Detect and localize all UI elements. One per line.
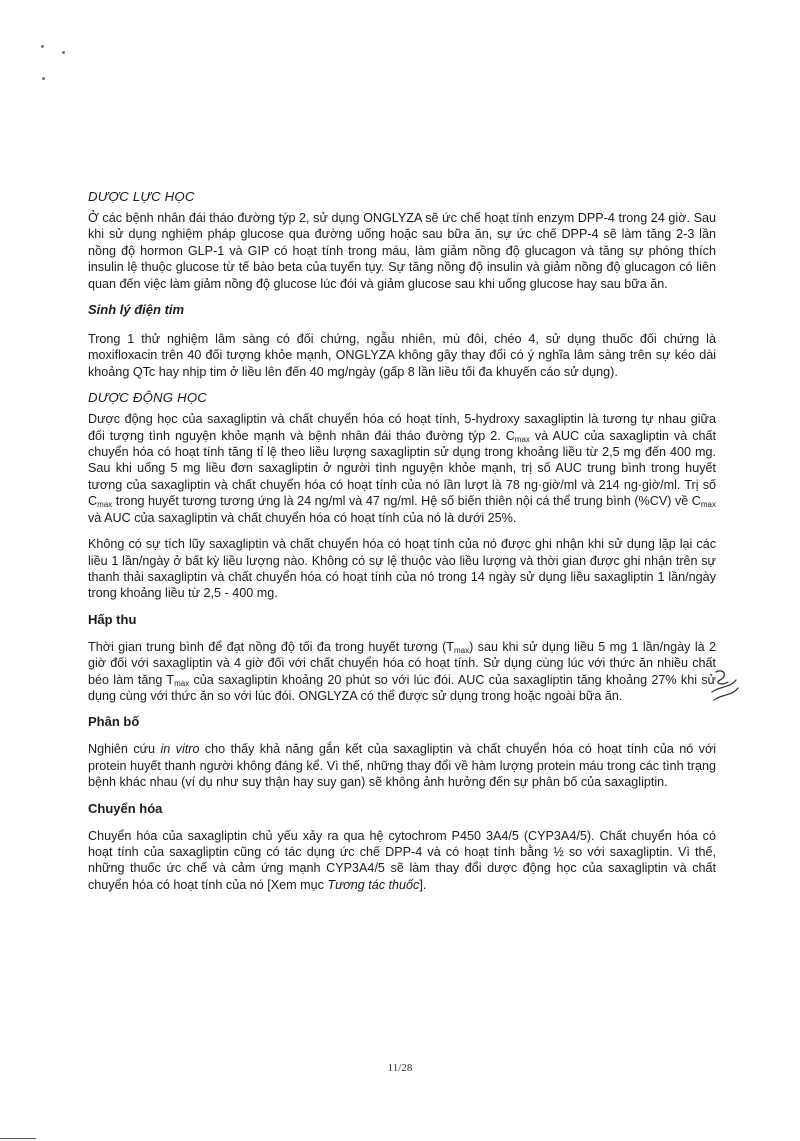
section-heading: Phân bố (88, 714, 140, 730)
paragraph: Trong 1 thử nghiệm lâm sàng có đối chứng, ngẫu nhiên, mù đôi, chéo 4, sử dụng thuốc đối chứng là moxifloxacin trên 40 đối tượng khỏe mạnh, ONGLYZA không gây thay đổi có ý nghĩa lâm sàng trên sự kéo dài khoảng QTc hay nhịp tim ở liều lên đến 40 mg/ngày (gấp 8 lần liều tối đa khuyến cáo sử dụng). (88, 332, 716, 379)
section-chuyen-hoa (88, 801, 716, 894)
text-run: ) sau khi sử dụng liều 5 mg 1 lần/ngày là 2 giờ đối với saxagliptin và 4 giờ đối với chất chuyển hóa có hoạt tính. Sử dụng cùng lúc với thức ăn nhiều chất béo làm tăng T (88, 639, 716, 687)
paragraph (88, 828, 716, 894)
subscript: max (453, 645, 470, 655)
text-run: Thời gian trung bình để đạt nồng độ tối đa trong huyết tương (T (88, 639, 454, 654)
paragraph (88, 741, 716, 790)
text-run: của saxagliptin khoảng 20 phút so với lúc đói. AUC của saxagliptin tăng khoảng 27% khi sử dụng cùng với thức ăn so với lúc đói. ONGLYZA có thể được sử dụng trong hoặc ngoài bữa ăn. (88, 672, 716, 703)
paragraph: Ở các bệnh nhân đái tháo đường týp 2, sử dụng ONGLYZA sẽ ức chế hoạt tính enzym DPP-4 trong 24 giờ. Sau khi sử dụng nghiệm pháp glucose qua đường uống hoặc sau bữa ăn, sự ức chế DPP-4 sẽ làm tăng 2-3 lần nồng độ hormon GLP-1 và GIP có hoạt tính trong máu, làm giảm nồng độ glucagon và tăng sự phóng thích insulin lệ thuộc glucose từ tế bào beta của tuyến tụy. Sự tăng nồng độ insulin và giảm nồng độ glucagon có liên quan đến việc làm giảm nồng độ glucose lúc đói và giảm glucose sau khi uống glucose hay sau bữa ăn. (88, 211, 716, 291)
subscript: max (700, 500, 716, 510)
page-number: 11/28 (387, 1062, 413, 1074)
text-run: ]. (419, 877, 427, 892)
text-run: và AUC của saxagliptin và chất chuyển hóa có hoạt tính tăng tỉ lệ theo liều lượng saxagliptin sử dụng trong khoảng liều từ 2,5 mg đến 400 mg. Sau khi uống 5 mg liều đơn saxagliptin ở người tình nguyện khỏe mạnh, trị số AUC trung bình trong huyết tương của saxagliptin và chất chuyển hóa có hoạt tính của nó lần lượt là 78 ng·giờ/ml và 214 ng·giờ/ml. Trị số C (88, 428, 716, 509)
section-phan-bo (88, 714, 716, 790)
text-run: Nghiên cứu (88, 742, 161, 757)
text-run: Dược động học của saxagliptin và chất chuyển hóa có hoạt tính, 5-hydroxy saxagliptin là tương tự nhau giữa đối tượng tình nguyện khỏe mạnh và bệnh nhân đái tháo đường týp 2. C (88, 412, 716, 443)
text-run: cho thấy khả năng gắn kết của saxagliptin và chất chuyển hóa có hoạt tính của nó với protein huyết thanh người không đáng kể. Vì thế, những thay đổi về hàm lượng protein máu trong các tình trạng bệnh khác nhau (ví dụ như suy thận hay suy gan) sẽ không ảnh hưởng đến sự phân bố của saxagliptin. (88, 742, 716, 790)
section-hap-thu (88, 612, 716, 705)
text-run: trong huyết tương tương ứng là 24 ng/ml và 47 ng/ml. Hệ số biến thiên nội cá thể trung bình (%CV) về C (112, 494, 701, 509)
section-heading: Hấp thu (88, 611, 137, 627)
section-heading: Sinh lý điện tim (88, 302, 185, 318)
paragraph (88, 639, 716, 705)
section-heading: DƯỢC LỰC HỌC (88, 189, 195, 204)
italic-text: Tương tác thuốc (327, 877, 420, 892)
signature-mark (706, 666, 742, 706)
subscript: max (97, 500, 113, 510)
subscript: max (174, 678, 190, 688)
section-sinh-ly-dien-tim (88, 302, 716, 380)
section-duoc-dong-hoc (88, 390, 716, 601)
section-duoc-luc-hoc (88, 189, 716, 292)
edge-mark (0, 1138, 36, 1139)
section-heading: Chuyển hóa (88, 800, 163, 816)
document-page (88, 189, 716, 903)
paragraph (88, 411, 716, 526)
subscript: max (514, 434, 530, 444)
section-heading: DƯỢC ĐỘNG HỌC (88, 390, 208, 406)
text-run: và AUC của saxagliptin và chất chuyển hóa có hoạt tính của nó là dưới 25%. (88, 510, 517, 525)
paragraph: Không có sự tích lũy saxagliptin và chất chuyển hóa có hoạt tính của nó được ghi nhận khi sử dụng lặp lại các liều 1 lần/ngày ở bất kỳ liều lượng nào. Không có sự lệ thuộc vào liều lượng và thời gian được ghi nhận trên sự thanh thải saxagliptin và chất chuyển hóa có hoạt tính của nó trong 14 ngày sử dụng liều saxagliptin 1 lần/ngày trong khoảng liều từ 2,5 - 400 mg. (88, 537, 716, 601)
text-run: Chuyển hóa của saxagliptin chủ yếu xảy ra qua hệ cytochrom P450 3A4/5 (CYP3A4/5). Chất chuyển hóa có hoạt tính của saxagliptin cũng có tác dụng ức chế DPP-4 và có hoạt tính bằng ½ so với saxagliptin. Vì thế, những thuốc ức chế và cảm ứng mạnh CYP3A4/5 sẽ làm thay đổi dược động học của saxagliptin và chất chuyển hóa có hoạt tính của nó [Xem mục (88, 828, 716, 892)
italic-text: in vitro (160, 742, 200, 757)
